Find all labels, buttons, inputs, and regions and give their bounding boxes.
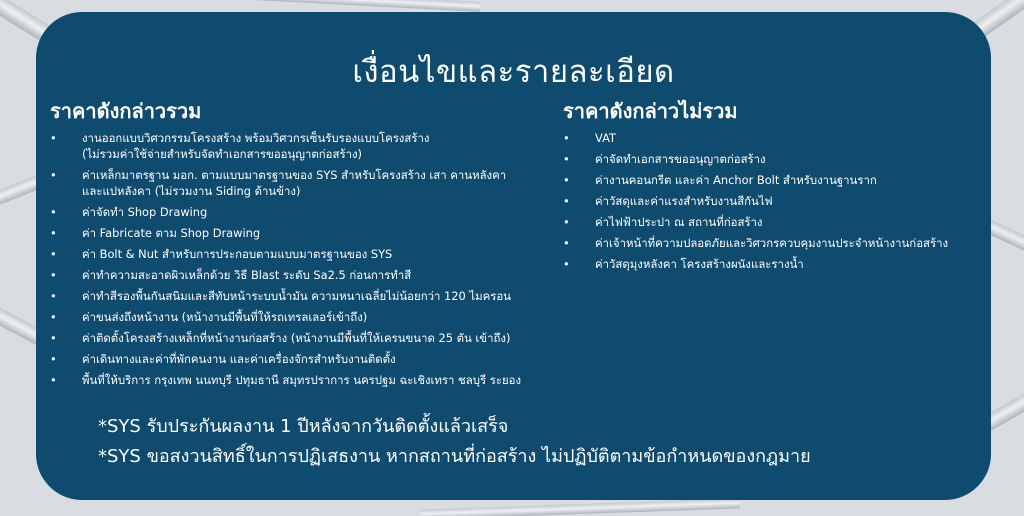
excluded-heading: ราคาดังกล่าวไม่รวม [563,99,738,123]
list-item-text: ค่าไฟฟ้าประปา ณ สถานที่ก่อสร้าง [595,215,763,229]
list-item [50,246,570,262]
list-item [563,130,983,146]
list-item-text: VAT [595,131,616,145]
list-item-text: งานออกแบบวิศวกรรมโครงสร้าง พร้อมวิศวกรเซ็นรับรองแบบโครงสร้าง (ไม่รวมค่าใช้จ่ายสำหรับจัดทำเอกสารขออนุญาตก่อสร้าง) [82,131,430,161]
warranty-note: *SYS รับประกันผลงาน 1 ปีหลังจากวันติดตั้งแล้วเสร็จ [98,416,509,437]
bullet-icon: • [563,173,570,187]
bullet-icon: • [50,310,57,324]
list-item [563,151,983,167]
bullet-icon: • [50,373,57,387]
bullet-icon: • [563,215,570,229]
list-item-text: พื้นที่ให้บริการ กรุงเทพ นนทบุรี ปทุมธานี สมุทรปราการ นครปฐม ฉะเชิงเทรา ชลบุรี ระยอง [82,373,522,387]
list-item-text: ค่าทำสีรองพื้นกันสนิมและสีทับหน้าระบบน้ำมัน ความหนาเฉลี่ยไม่น้อยกว่า 120 ไมครอน [82,289,511,303]
bullet-icon: • [50,247,57,261]
rights-note: *SYS ขอสงวนสิทธิ์ในการปฏิเสธงาน หากสถานที่ก่อสร้าง ไม่ปฏิบัติตามข้อกำหนดของกฎมาย [98,446,811,467]
included-heading: ราคาดังกล่าวรวม [50,99,202,123]
bullet-icon: • [50,205,57,219]
list-item [50,372,570,388]
steel-beam [420,498,740,516]
list-item-text: ค่าเดินทางและค่าที่พักคนงาน และค่าเครื่องจักรสำหรับงานติดตั้ง [82,352,396,366]
bullet-icon: • [50,331,57,345]
list-item [50,309,570,325]
bullet-icon: • [50,352,57,366]
list-item-text: ค่าขนส่งถึงหน้างาน (หน้างานมีพื้นที่ให้รถเทรลเลอร์เข้าถึง) [82,310,368,324]
list-item [563,172,983,188]
excluded-list [563,130,983,272]
list-item [50,351,570,367]
list-item-text: ค่าเหล็กมาตรฐาน มอก. ตามแบบมาตรฐานของ SYS สำหรับโครงสร้าง เสา คานหลังคา และแปหลังคา (ไม่รวมงาน Siding ด้านข้าง) [82,168,507,198]
list-item-text: ค่าวัสดุและค่าแรงสำหรับงานสีกันไฟ [595,194,773,208]
list-item-text: ค่าเจ้าหน้าที่ความปลอดภัยและวิศวกรควบคุมงานประจำหน้างานก่อสร้าง [595,236,949,250]
bullet-icon: • [50,168,57,182]
included-list [50,130,570,388]
bullet-icon: • [50,268,57,282]
list-item [50,204,570,220]
list-item [50,130,570,162]
excluded-section [563,98,983,277]
list-item [50,267,570,283]
bullet-icon: • [50,226,57,240]
bullet-icon: • [563,152,570,166]
list-item [50,225,570,241]
page-title: เงื่อนไขและรายละเอียด [352,54,675,90]
list-item [50,330,570,346]
conditions-card [36,12,991,500]
list-item-text: ค่าวัสดุมุงหลังคา โครงสร้างผนังและรางน้ำ [595,257,804,271]
list-item-text: ค่างานคอนกรีต และค่า Anchor Bolt สำหรับงานฐานราก [595,173,877,187]
bullet-icon: • [563,236,570,250]
list-item-text: ค่าจัดทำเอกสารขออนุญาตก่อสร้าง [595,152,766,166]
bullet-icon: • [50,131,57,145]
list-item [50,288,570,304]
list-item [563,193,983,209]
notes-section [98,412,811,472]
list-item-text: ค่าติดตั้งโครงสร้างเหล็กที่หน้างานก่อสร้าง (หน้างานมีพื้นที่ให้เครนขนาด 25 ตัน เข้าถึง) [82,331,511,345]
list-item-text: ค่า Fabricate ตาม Shop Drawing [82,226,261,240]
steel-beam [180,0,480,12]
bullet-icon: • [50,289,57,303]
bullet-icon: • [563,194,570,208]
list-item-text: ค่าทำความสะอาดผิวเหล็กด้วย วิธี Blast ระดับ Sa2.5 ก่อนการทำสี [82,268,412,282]
bullet-icon: • [563,257,570,271]
list-item-text: ค่าจัดทำ Shop Drawing [82,205,208,219]
list-item-text: ค่า Bolt & Nut สำหรับการประกอบตามแบบมาตรฐานของ SYS [82,247,393,261]
list-item [563,256,983,272]
bullet-icon: • [563,131,570,145]
list-item [563,235,983,251]
list-item [50,167,570,199]
included-section [50,98,570,393]
list-item [563,214,983,230]
